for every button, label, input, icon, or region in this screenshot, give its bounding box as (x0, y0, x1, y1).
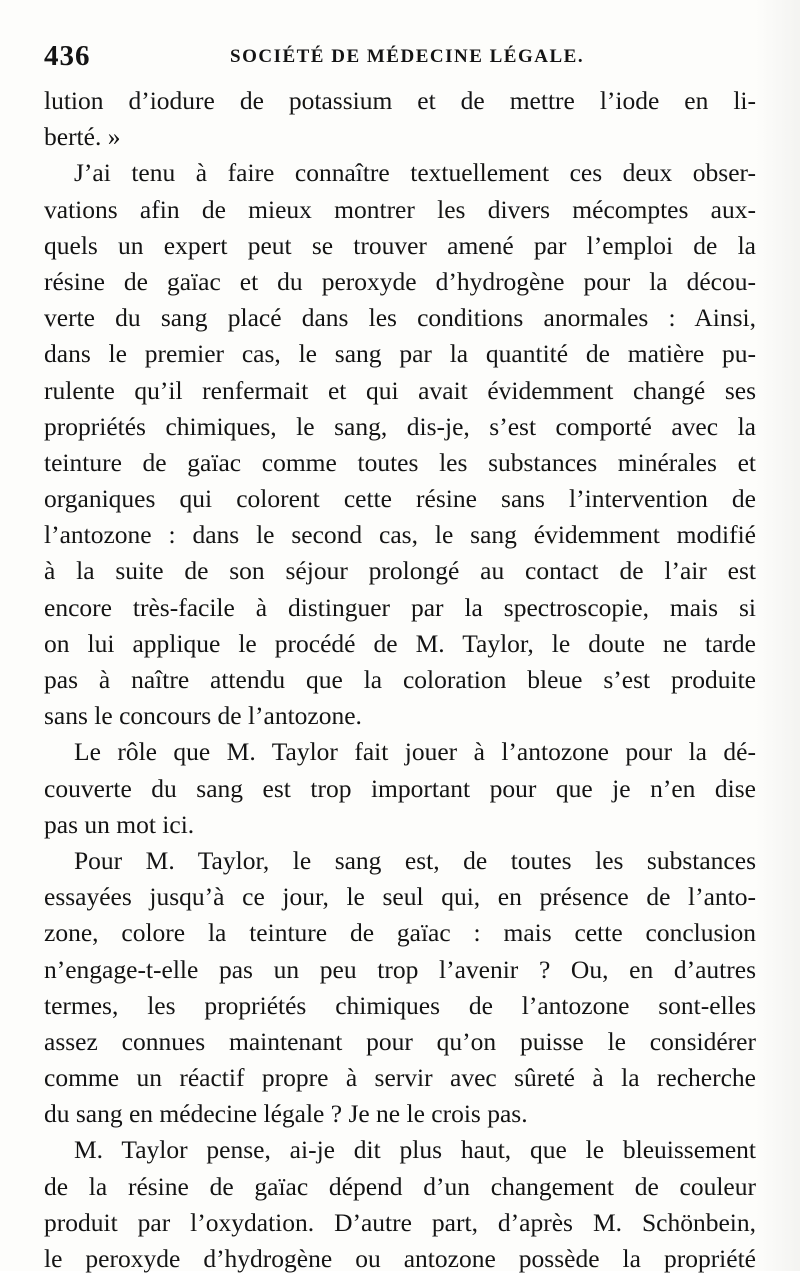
text-line: lution d’iodure de potassium et de mettre l’iode en li- (44, 86, 756, 115)
text-line: vations afin de mieux montrer les divers mécomptes aux- (44, 194, 756, 224)
text-line: le peroxyde d’hydrogène ou antozone possède la propriété (44, 1244, 756, 1273)
running-head (44, 38, 756, 78)
text-line: de la résine de gaïac dépend d’un changement de couleur (44, 1171, 756, 1201)
text-line: couverte du sang est trop important pour que je n’en dise (44, 773, 756, 803)
text-line: teinture de gaïac comme toutes les substances minérales et (44, 447, 756, 477)
text-line: zone, colore la teinture de gaïac : mais cette conclusion (44, 918, 756, 948)
text-line: pas à naître attendu que la coloration bleue s’est produite (44, 665, 756, 694)
text-line: Le rôle que M. Taylor fait jouer à l’antozone pour la dé- (74, 737, 756, 767)
text-line: produit par l’oxydation. D’autre part, d’après M. Schönbein, (44, 1207, 756, 1237)
text-line: verte du sang placé dans les conditions anormales : Ainsi, (44, 303, 756, 333)
page-edge-shadow (756, 0, 800, 1271)
text-line: sans le concours de l’antozone. (44, 701, 362, 731)
text-line: comme un réactif propre à servir avec sûreté à la recherche (44, 1063, 756, 1093)
paragraph (44, 843, 756, 1133)
text-line: quels un expert peut se trouver amené par l’emploi de la (44, 230, 756, 260)
text-line: l’antozone : dans le second cas, le sang évidemment modifié (44, 520, 756, 550)
text-line: berté. » (44, 122, 121, 152)
text-line: à la suite de son séjour prolongé au contact de l’air est (44, 556, 756, 586)
text-line: rulente qu’il renfermait et qui avait évidemment changé ses (44, 375, 756, 405)
text-line: on lui applique le procédé de M. Taylor, le doute ne tarde (44, 628, 756, 658)
page-number: 436 (44, 40, 91, 72)
paragraph (44, 734, 756, 843)
text-line: organiques qui colorent cette résine sans l’intervention de (44, 484, 756, 514)
paragraph (44, 1132, 756, 1277)
paragraph (44, 155, 756, 734)
text-line: pas un mot ici. (44, 809, 195, 839)
text-line: M. Taylor pense, ai-je dit plus haut, que le bleuissement (74, 1135, 756, 1165)
text-line: résine de gaïac et du peroxyde d’hydrogène pour la décou- (44, 266, 756, 296)
running-title: SOCIÉTÉ DE MÉDECINE LÉGALE. (230, 46, 585, 67)
text-line: essayées jusqu’à ce jour, le seul qui, en présence de l’anto- (44, 882, 756, 912)
text-line: J’ai tenu à faire connaître textuellement ces deux obser- (74, 158, 756, 188)
paragraph (44, 83, 756, 155)
text-line: dans le premier cas, le sang par la quantité de matière pu- (44, 339, 756, 369)
text-line: Pour M. Taylor, le sang est, de toutes les substances (74, 845, 756, 875)
text-line: assez connues maintenant pour qu’on puisse le considérer (44, 1026, 756, 1056)
body-text (44, 83, 756, 1277)
text-line: encore très-facile à distinguer par la spectroscopie, mais si (44, 592, 756, 622)
text-line: termes, les propriétés chimiques de l’antozone sont-elles (44, 990, 756, 1020)
text-line: du sang en médecine légale ? Je ne le crois pas. (44, 1099, 528, 1129)
text-line: n’engage-t-elle pas un peu trop l’avenir ? Ou, en d’autres (44, 954, 756, 984)
text-line: propriétés chimiques, le sang, dis-je, s’est comporté avec la (44, 411, 756, 441)
